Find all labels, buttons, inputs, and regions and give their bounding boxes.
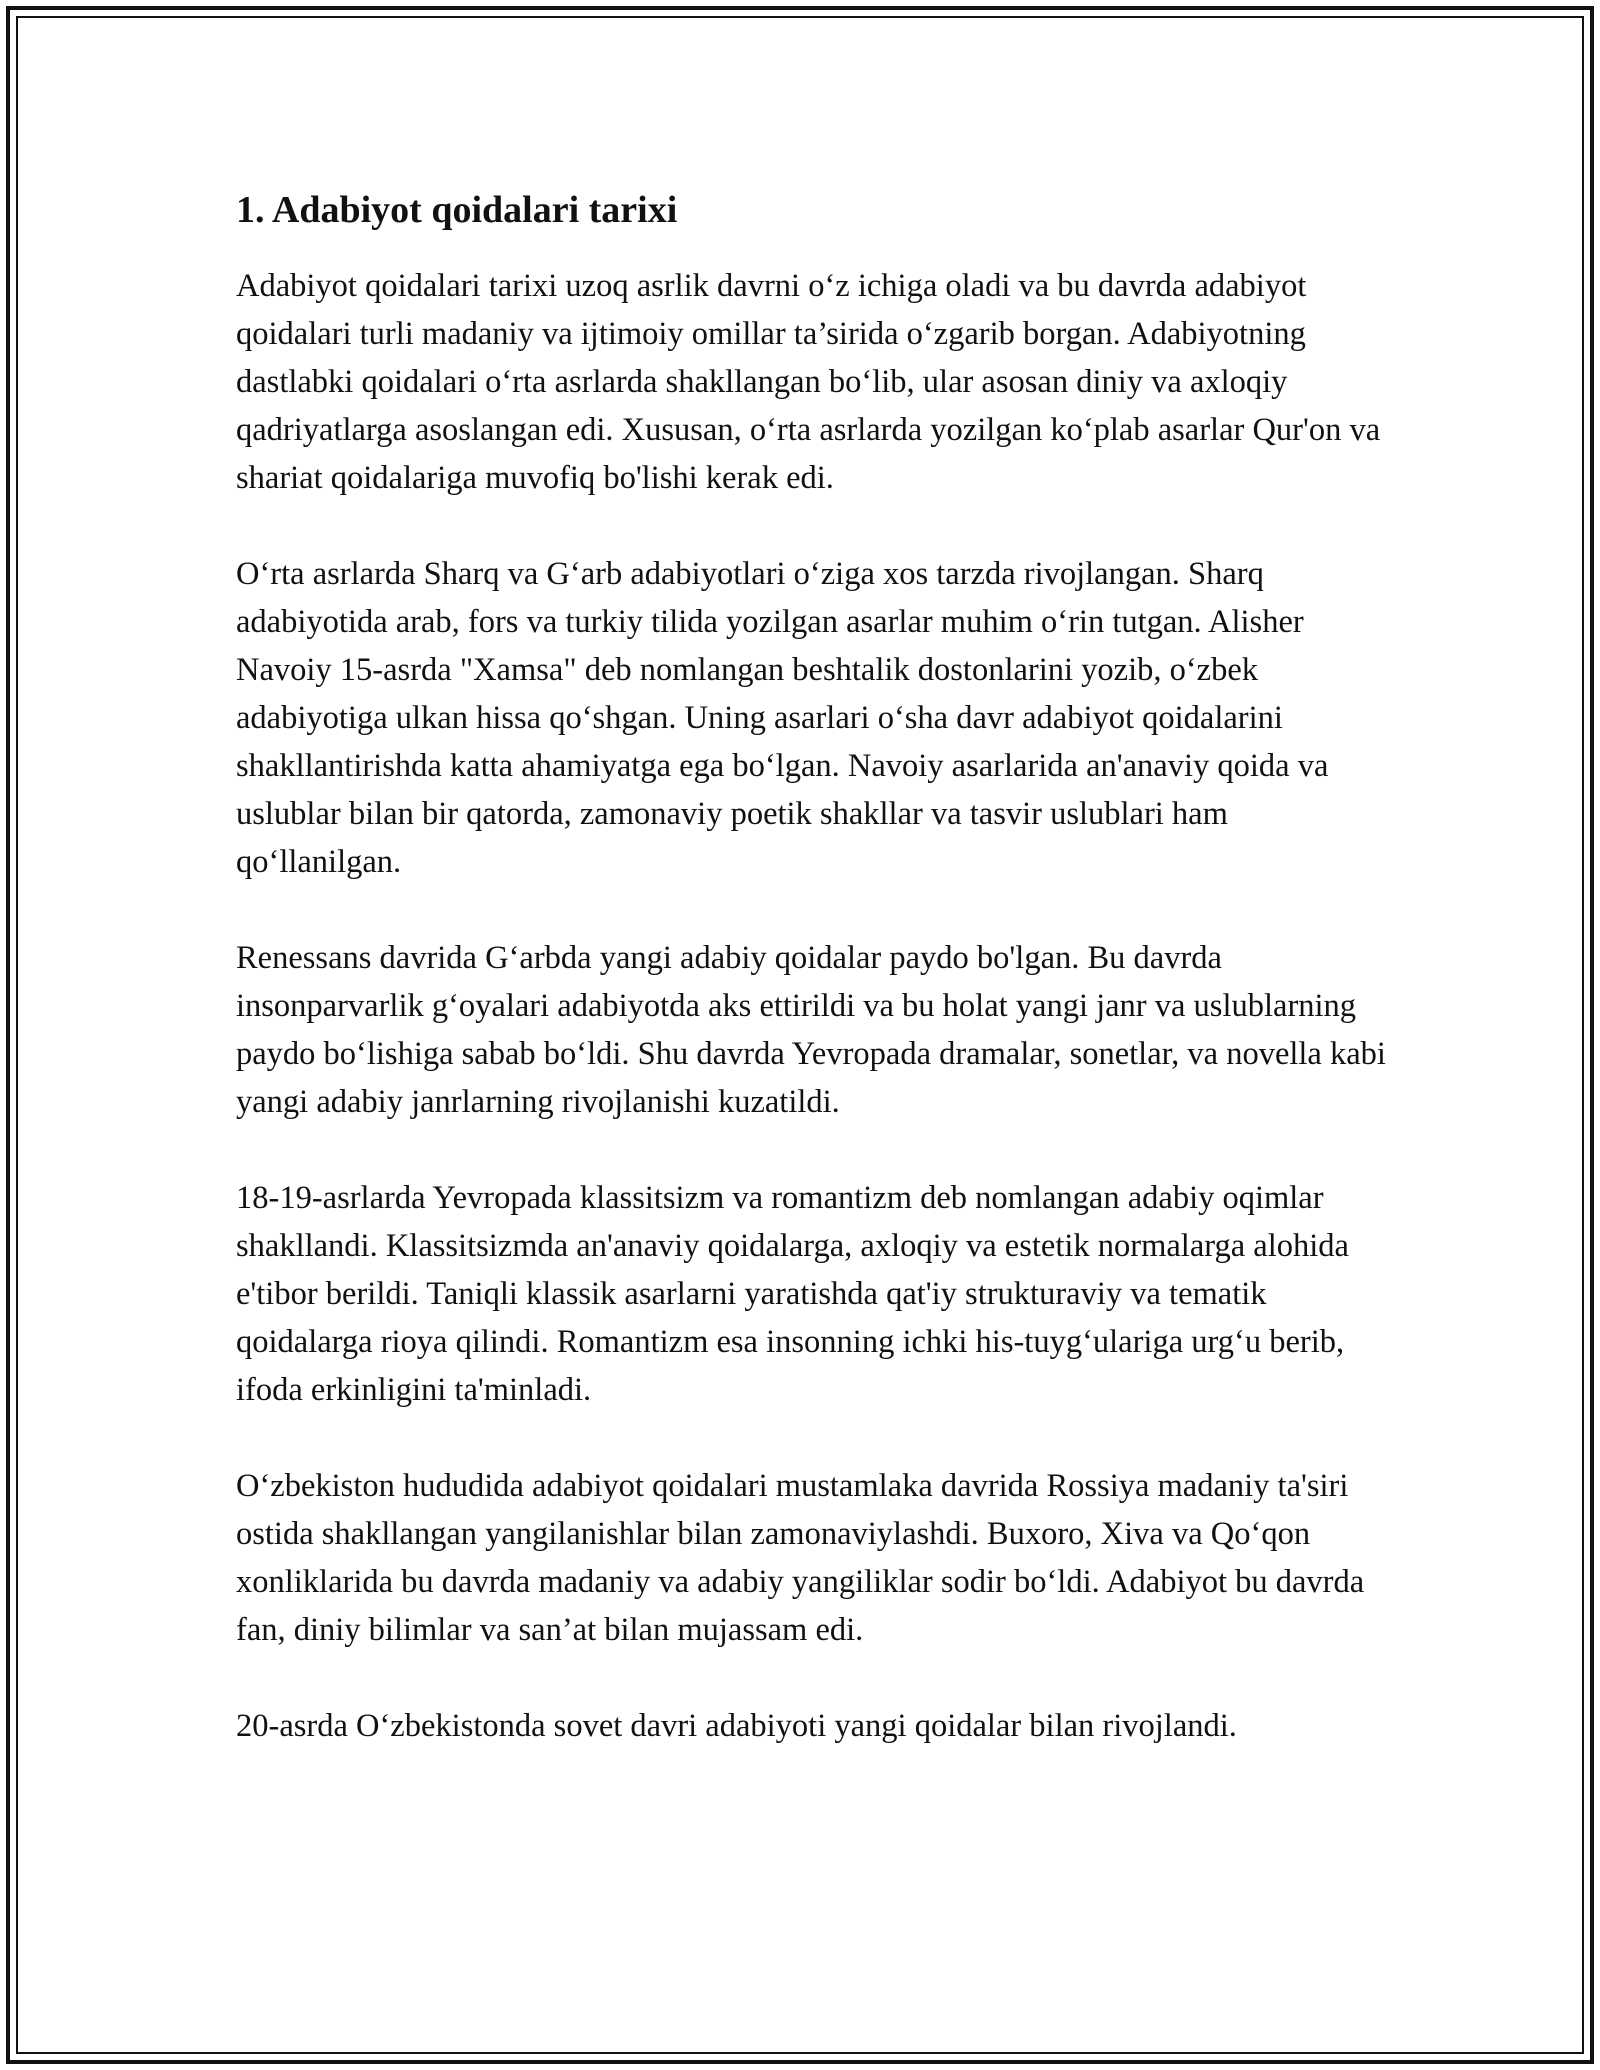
document-body — [236, 186, 1386, 1798]
paragraph-6: 20-asrda O‘zbekistonda sovet davri adabiyoti yangi qoidalar bilan rivojlandi. — [236, 1708, 1237, 1744]
paragraph-4: 18-19-asrlarda Yevropada klassitsizm va romantizm deb nomlangan adabiy oqimlar shakllandi. Klassitsizmda an'anaviy qoidalarga, axloqiy va estetik normalarga alohida e'tibor berildi. Taniqli klassik asarlarni yaratishda qat'iy strukturaviy va tematik qoidalarga rioya qilindi. Romantizm esa insonning ichki his-tuyg‘ulariga urg‘u berib, ifoda erkinligini ta'minladi. — [236, 1180, 1349, 1408]
paragraph-5: O‘zbekiston hududida adabiyot qoidalari mustamlaka davrida Rossiya madaniy ta'siri ostida shakllangan yangilanishlar bilan zamonaviylashdi. Buxoro, Xiva va Qo‘qon xonliklarida bu davrda madaniy va adabiy yangiliklar sodir bo‘ldi. Adabiyot bu davrda fan, diniy bilimlar va san’at bilan mujassam edi. — [236, 1468, 1365, 1648]
paragraph-3: Renessans davrida G‘arbda yangi adabiy qoidalar paydo bo'lgan. Bu davrda insonparvarlik g‘oyalari adabiyotda aks ettirildi va bu holat yangi janr va uslublarning paydo bo‘lishiga sabab bo‘ldi. Shu davrda Yevropada dramalar, sonetlar, va novella kabi yangi adabiy janrlarning rivojlanishi kuzatildi. — [236, 940, 1386, 1120]
paragraph-1: Adabiyot qoidalari tarixi uzoq asrlik davrni o‘z ichiga oladi va bu davrda adabiyot qoidalari turli madaniy va ijtimoiy omillar ta’sirida o‘zgarib borgan. Adabiyotning dastlabki qoidalari o‘rta asrlarda shakllangan bo‘lib, ular asosan diniy va axloqiy qadriyatlarga asoslangan edi. Xususan, o‘rta asrlarda yozilgan ko‘plab asarlar Qur'on va shariat qoidalariga muvofiq bo'lishi kerak edi. — [236, 268, 1381, 496]
section-heading: 1. Adabiyot qoidalari tarixi — [236, 189, 678, 231]
paragraph-2: O‘rta asrlarda Sharq va G‘arb adabiyotlari o‘ziga xos tarzda rivojlangan. Sharq adabiyotida arab, fors va turkiy tilida yozilgan asarlar muhim o‘rin tutgan. Alisher Navoiy 15-asrda "Xamsa" deb nomlangan beshtalik dostonlarini yozib, o‘zbek adabiyotiga ulkan hissa qo‘shgan. Uning asarlari o‘sha davr adabiyot qoidalarini shakllantirishda katta ahamiyatga ega bo‘lgan. Navoiy asarlarida an'anaviy qoida va uslublar bilan bir qatorda, zamonaviy poetik shakllar va tasvir uslublari ham qo‘llanilgan. — [236, 556, 1329, 880]
